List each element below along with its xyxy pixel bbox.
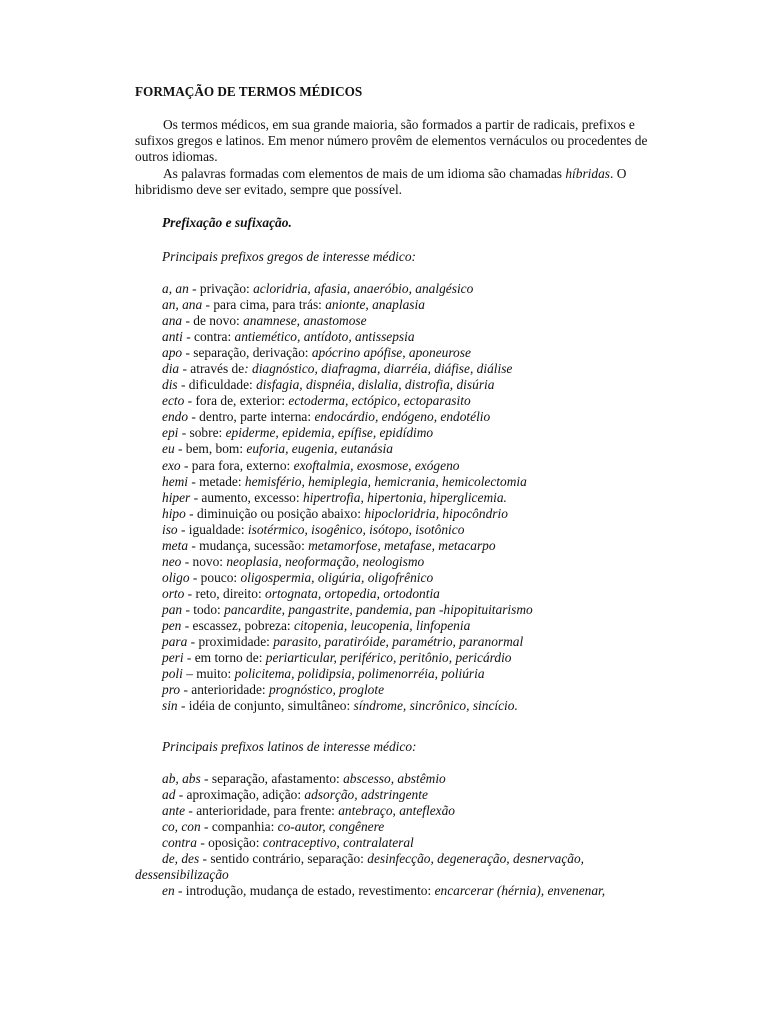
prefix-meaning: - separação, afastamento: xyxy=(200,771,344,786)
prefix-examples: citopenia, leucopenia, linfopenia xyxy=(294,617,471,633)
list-item xyxy=(162,771,682,787)
list-item xyxy=(162,586,682,602)
prefix-term: dis xyxy=(162,377,178,393)
list-item xyxy=(135,851,682,883)
list-item xyxy=(162,819,682,835)
prefix-term: ana xyxy=(162,313,183,329)
prefix-examples: exoftalmia, exosmose, exógeno xyxy=(293,457,460,473)
prefix-examples: endocárdio, endógeno, endotélio xyxy=(314,409,491,425)
prefix-meaning: - introdução, mudança de estado, revestimento: xyxy=(174,883,435,899)
prefix-term: poli xyxy=(162,666,183,682)
prefix-examples: parasito, paratiróide, paramétrio, paranormal xyxy=(273,634,524,650)
prefix-meaning: - para fora, externo: xyxy=(180,457,294,473)
prefix-term: neo xyxy=(162,553,182,569)
list-item xyxy=(162,634,682,650)
prefix-examples: hipertrofia, hipertonia, hiperglicemia. xyxy=(302,489,507,505)
list-item xyxy=(162,522,682,538)
prefix-examples: epiderme, epidemia, epífise, epidídimo xyxy=(225,425,434,441)
prefix-term: an, ana xyxy=(162,297,203,313)
prefix-term: apo xyxy=(162,345,183,361)
prefix-meaning: - igualdade: xyxy=(177,521,248,537)
prefix-examples: anionte, anaplasia xyxy=(325,297,425,313)
intro-paragraph-2 xyxy=(135,166,655,198)
prefix-examples: disfagia, dispnéia, dislalia, distrofia, disúria xyxy=(256,377,495,393)
list-item xyxy=(162,570,682,586)
prefix-meaning: - escassez, pobreza: xyxy=(181,617,294,633)
prefix-term: hemi xyxy=(162,473,189,489)
list-item xyxy=(162,377,682,393)
prefix-meaning: – muito: xyxy=(182,666,235,682)
prefix-examples: metamorfose, metafase, metacarpo xyxy=(308,537,496,553)
prefix-examples: anamnese, anastomose xyxy=(243,313,367,329)
prefix-examples-continuation: dessensibilização xyxy=(135,867,229,883)
prefix-examples: ortognata, ortopedia, ortodontia xyxy=(265,585,440,601)
list-item xyxy=(162,329,682,345)
prefix-term: dia xyxy=(162,361,180,377)
prefix-meaning: - idéia de conjunto, simultâneo: xyxy=(177,698,354,714)
prefix-term: sin xyxy=(162,698,178,714)
list-item xyxy=(162,361,682,377)
greek-heading: Principais prefixos gregos de interesse médico: xyxy=(162,249,416,264)
list-item xyxy=(162,409,682,425)
prefix-examples: contraceptivo, contralateral xyxy=(262,835,414,851)
prefix-meaning: - reto, direito: xyxy=(184,585,266,601)
prefix-term: meta xyxy=(162,537,189,553)
prefix-meaning: - anterioridade: xyxy=(180,682,269,698)
prefix-term: a, an xyxy=(162,281,189,296)
prefix-examples: policitema, polidipsia, polimenorréia, poliúria xyxy=(234,666,485,682)
prefix-term: hipo xyxy=(162,505,186,521)
prefix-term: anti xyxy=(162,329,183,345)
prefix-term: de, des xyxy=(162,851,200,867)
prefix-meaning: - todo: xyxy=(182,601,225,617)
intro-p2-italic: híbridas xyxy=(565,165,610,181)
list-item xyxy=(162,666,682,682)
prefix-term: ad xyxy=(162,787,176,803)
prefix-meaning: - aumento, excesso: xyxy=(190,489,303,505)
prefix-meaning: - para cima, para trás: xyxy=(202,297,326,313)
prefix-examples: euforia, eugenia, eutanásia xyxy=(246,441,393,457)
prefix-meaning: - fora de, exterior: xyxy=(184,393,289,409)
list-item xyxy=(162,803,682,819)
prefix-meaning: - através de xyxy=(179,361,245,377)
prefix-meaning: - diminuição ou posição abaixo: xyxy=(185,505,365,521)
prefix-meaning: - pouco: xyxy=(189,569,241,585)
prefix-examples: hemisfério, hemiplegia, hemicrania, hemicolectomia xyxy=(244,473,527,489)
list-item xyxy=(162,313,682,329)
prefix-term: hiper xyxy=(162,489,191,505)
prefix-term: orto xyxy=(162,585,185,601)
prefix-term: oligo xyxy=(162,569,190,585)
list-item xyxy=(162,618,682,634)
prefix-meaning: - aproximação, adição: xyxy=(175,787,305,803)
prefix-examples: síndrome, sincrônico, sincício. xyxy=(353,698,518,714)
prefix-examples: periarticular, periférico, peritônio, pericárdio xyxy=(265,650,512,666)
prefix-meaning: - oposição: xyxy=(196,835,263,851)
prefix-examples: ectoderma, ectópico, ectoparasito xyxy=(288,393,471,409)
prefix-meaning: - dificuldade: xyxy=(177,377,257,393)
list-item xyxy=(162,490,682,506)
prefix-meaning: - de novo: xyxy=(182,313,244,329)
prefix-examples: abscesso, abstêmio xyxy=(343,771,446,786)
list-item xyxy=(162,787,682,803)
intro-p2-end: . O hibridismo deve ser evitado, sempre que possível. xyxy=(135,165,627,197)
list-item xyxy=(162,441,682,457)
list-item xyxy=(162,297,682,313)
prefix-term: pro xyxy=(162,682,181,698)
prefix-meaning: - metade: xyxy=(188,473,245,489)
list-item xyxy=(162,602,682,618)
prefix-term: epi xyxy=(162,425,179,441)
list-item xyxy=(162,425,682,441)
prefix-term: iso xyxy=(162,521,178,537)
prefix-meaning: - dentro, parte interna: xyxy=(188,409,315,425)
prefix-term: pan xyxy=(162,601,183,617)
prefix-examples: adsorção, adstringente xyxy=(304,787,428,803)
prefix-term: en xyxy=(162,883,175,899)
prefix-meaning: - mudança, sucessão: xyxy=(188,537,309,553)
prefix-term: contra xyxy=(162,835,197,851)
prefix-examples: apócrino apófise, aponeurose xyxy=(311,345,471,361)
list-item xyxy=(162,554,682,570)
list-item xyxy=(162,281,682,297)
prefix-examples: : diagnóstico, diafragma, diarréia, diáfise, diálise xyxy=(244,361,513,377)
list-item xyxy=(162,682,682,698)
latin-prefix-list xyxy=(135,771,682,899)
prefix-meaning: - companhia: xyxy=(200,819,278,835)
intro-section xyxy=(135,117,655,198)
prefix-examples: prognóstico, proglote xyxy=(268,682,385,698)
list-item xyxy=(162,538,682,554)
prefix-term: exo xyxy=(162,457,181,473)
prefix-examples: desinfecção, degeneração, desnervação, xyxy=(367,851,585,867)
greek-prefix-list xyxy=(162,281,682,714)
prefix-term: pen xyxy=(162,617,182,633)
section-heading: Prefixação e sufixação. xyxy=(162,215,292,230)
prefix-examples: neoplasia, neoformação, neologismo xyxy=(226,553,425,569)
list-item xyxy=(162,698,682,714)
prefix-examples: acloridria, afasia, anaeróbio, analgésico xyxy=(253,281,474,296)
prefix-examples: antiemético, antídoto, antissepsia xyxy=(234,329,415,345)
page-title: FORMAÇÃO DE TERMOS MÉDICOS xyxy=(135,84,363,99)
prefix-meaning: - separação, derivação: xyxy=(182,345,312,361)
prefix-meaning: - privação: xyxy=(188,281,254,296)
prefix-meaning: - novo: xyxy=(181,553,227,569)
prefix-meaning: - em torno de: xyxy=(183,650,266,666)
list-item xyxy=(162,458,682,474)
prefix-meaning: - sobre: xyxy=(178,425,226,441)
latin-heading: Principais prefixos latinos de interesse médico: xyxy=(162,739,417,754)
list-item xyxy=(162,393,682,409)
prefix-term: endo xyxy=(162,409,189,425)
prefix-examples: pancardite, pangastrite, pandemia, pan -hipopituitarismo xyxy=(224,601,533,617)
prefix-meaning: - sentido contrário, separação: xyxy=(199,851,368,867)
list-item xyxy=(162,506,682,522)
list-item xyxy=(162,474,682,490)
list-item xyxy=(162,650,682,666)
prefix-examples: hipocloridria, hipocôndrio xyxy=(364,505,508,521)
prefix-examples: antebraço, anteflexão xyxy=(338,803,455,819)
prefix-meaning: - contra: xyxy=(182,329,235,345)
prefix-examples: co-autor, congênere xyxy=(277,819,385,835)
list-item xyxy=(162,883,682,899)
prefix-examples: encarcerar (hérnia), envenenar, xyxy=(434,883,606,899)
prefix-term: eu xyxy=(162,441,175,457)
prefix-term: para xyxy=(162,634,188,650)
prefix-examples: isotérmico, isogênico, isótopo, isotônico xyxy=(247,521,465,537)
prefix-meaning: - anterioridade, para frente: xyxy=(185,803,339,819)
prefix-term: peri xyxy=(162,650,184,666)
intro-paragraph-1: Os termos médicos, em sua grande maioria, são formados a partir de radicais, prefixos e sufixos gregos e latinos. Em menor número provêm de elementos vernáculos ou procedentes de outros idiomas. xyxy=(135,117,648,165)
intro-p2-start: As palavras formadas com elementos de mais de um idioma são chamadas xyxy=(163,165,566,181)
prefix-meaning: - proximidade: xyxy=(187,634,274,650)
prefix-term: ab, abs xyxy=(162,771,201,786)
prefix-term: ante xyxy=(162,803,186,819)
list-item xyxy=(162,835,682,851)
prefix-term: co, con xyxy=(162,819,201,835)
prefix-examples: oligospermia, oligúria, oligofrênico xyxy=(240,569,434,585)
prefix-meaning: - bem, bom: xyxy=(174,441,247,457)
list-item xyxy=(162,345,682,361)
prefix-term: ecto xyxy=(162,393,185,409)
